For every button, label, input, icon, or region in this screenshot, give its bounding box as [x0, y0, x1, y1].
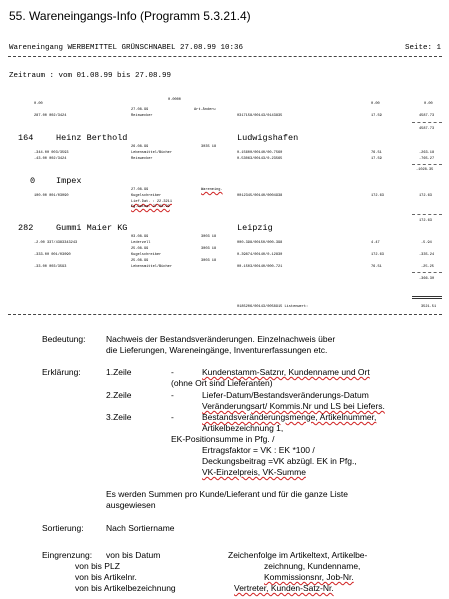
bedeutung-text: Nachweis der Bestandsveränderungen. Einzelnachweis über	[106, 334, 336, 344]
line-sum: -263.18	[419, 151, 435, 155]
block0-ref: 0317158/00143/0143835	[237, 114, 283, 118]
customer-name: Gummi Maier KG	[56, 223, 128, 233]
line2-cont: Veränderungsart/ Kommis.Nr und LS bei Liefers.	[202, 401, 385, 411]
header-divider	[8, 56, 442, 57]
line-price: 76.51	[371, 151, 382, 155]
eingrenzung-item: von bis Datum	[106, 550, 161, 560]
line3-label: 3.Zeile	[106, 412, 132, 422]
line-price: 76.51	[371, 265, 382, 269]
eingrenzung-text: Kommissionsnr, Job-Nr.	[264, 572, 354, 582]
block0-value: 0.0000	[168, 98, 181, 102]
block0-article: Reiswecker	[131, 114, 153, 118]
line-date: 03.08.99	[131, 235, 149, 239]
report-page-number: Seite: 1	[404, 44, 441, 52]
eingrenzung-item: von bis Artikelnr.	[75, 572, 137, 582]
block0-total: 4587.73	[419, 127, 435, 131]
line1-cont: (ohne Ort sind Lieferanten)	[171, 378, 273, 388]
customer-total: -1028.35	[416, 168, 434, 172]
line-article: Kugelschreiber	[131, 253, 162, 257]
line-qty: -43.00 002/3424	[34, 157, 67, 161]
line2-label: 2.Zeile	[106, 390, 132, 400]
line3-ertragsfaktor: Ertragsfaktor = VK : EK *100 /	[202, 445, 315, 455]
line-commission: 3003 18	[201, 235, 217, 239]
line-ref: 0-15600/00140/00-7560	[237, 151, 283, 155]
summen-text: Es werden Summen pro Kunde/Lieferant und für die ganze Liste	[106, 489, 348, 499]
line-ref: 000-398/00150/000-398	[237, 241, 283, 245]
summen-text: ausgewiesen	[106, 500, 156, 510]
line-price: 172.63	[371, 194, 384, 198]
line3-deckungsbeitrag: Deckungsbeitrag =VK abzügl. EK in Pfg.,	[202, 456, 357, 466]
line3-ek: EK-Positionsumme in Pfg. /	[171, 434, 275, 444]
line3-dash: -	[171, 412, 174, 422]
block0-sum: 4587.73	[419, 114, 435, 118]
sortierung-label: Sortierung:	[42, 523, 84, 533]
eingrenzung-item: von bis Artikelbezeichnung	[75, 583, 176, 593]
line-price: 172.63	[371, 253, 384, 257]
grand-total-value: 3521.51	[421, 305, 437, 309]
line-commission: 3035 18	[201, 145, 217, 149]
line-sum: -765.27	[419, 157, 435, 161]
block0-value: 0.00	[371, 102, 380, 106]
customer-total: 172.63	[419, 219, 432, 223]
customer-name: Heinz Berthold	[56, 133, 128, 143]
customer-total: -366.30	[419, 277, 435, 281]
block0-value: 0.00	[34, 102, 43, 106]
line-price: 17.59	[371, 157, 382, 161]
line-qty: -333.00 001/03090	[34, 253, 71, 257]
customer-city: Ludwigshafen	[237, 133, 299, 143]
line3-text: Bestandsveränderungsmenge, Artikelnummer,	[202, 412, 377, 422]
sortierung-value: Nach Sortiername	[106, 523, 175, 533]
line-article: Lebensmittel/Bücher	[131, 151, 172, 155]
line-sum: -25.25	[421, 265, 434, 269]
line-date: 25.08.99	[131, 259, 149, 263]
line-article: Kugelschreiber	[131, 194, 162, 198]
line-sum: -335.24	[419, 253, 435, 257]
block0-type: Art.Änderu	[194, 108, 216, 112]
line-date: 27.08.99	[131, 188, 149, 192]
eingrenzung-text: Vertreter, Kunden-Satz-Nr.	[234, 583, 334, 593]
report-period: Zeitraum : vom 01.08.99 bis 27.08.99	[9, 72, 172, 80]
line-article: Lederzell	[131, 241, 151, 245]
line3-vk: VK-Einzelpreis, VK-Summe	[202, 467, 306, 477]
customer-city: Leipzig	[237, 223, 273, 233]
line-article: Lebensmittel/Bücher	[131, 265, 172, 269]
eingrenzung-text: Zeichenfolge im Artikeltext, Artikelbe-	[228, 550, 368, 560]
customer-number: 164	[18, 133, 34, 143]
block0-price: 17.59	[371, 114, 382, 118]
line-ref: 00-1503/00140/000-721	[237, 265, 283, 269]
line-ref: 0012345/00140/0004938	[237, 194, 283, 198]
block0-qty: 287.00 002/3424	[34, 114, 67, 118]
line-qty: -344.00 003/3593	[34, 151, 69, 155]
line-ref: 0-53063/00143/0-23565	[237, 157, 283, 161]
line-date: 25.08.99	[131, 247, 149, 251]
subtotal-line	[412, 164, 442, 165]
subtotal-line	[412, 272, 442, 273]
bedeutung-label: Bedeutung:	[42, 334, 86, 344]
page-title: 55. Wareneingangs-Info (Programm 5.3.21.4)	[9, 9, 251, 23]
grand-total-line	[412, 296, 442, 299]
customer-number: 0	[30, 176, 36, 186]
line-sum: -5.94	[421, 241, 432, 245]
subtotal-line	[412, 122, 442, 123]
line-qty: 100.00 001/03090	[34, 194, 69, 198]
line-type: Wareneing.	[201, 188, 223, 192]
eingrenzung-label: Eingrenzung:	[42, 550, 93, 560]
line-qty: -2.00 337/4383343243	[34, 241, 78, 245]
erklaerung-label: Erklärung:	[42, 367, 81, 377]
block0-value: 0.00	[424, 102, 433, 106]
bedeutung-text: die Lieferungen, Wareneingänge, Inventurerfassungen etc.	[106, 345, 328, 355]
eingrenzung-text: zeichnung, Kundenname,	[264, 561, 361, 571]
line1-label: 1.Zeile	[106, 367, 132, 377]
eingrenzung-item: von bis PLZ	[75, 561, 120, 571]
line-date: 26.08.99	[131, 145, 149, 149]
line-ref: 0-39874/00140/0-12830	[237, 253, 283, 257]
line2-text: Liefer-Datum/Bestandsveränderungs-Datum	[202, 390, 369, 400]
line1-dash: -	[171, 367, 174, 377]
line-commission: 3003 18	[201, 247, 217, 251]
line-price: 4.47	[371, 241, 380, 245]
subtotal-line	[412, 214, 442, 215]
line3-cont: Artikelbezeichnung 1,	[202, 423, 284, 433]
report-title: Wareneingang WERBEMITTEL GRÜNSCHNABEL 27.08.99 10:36	[9, 44, 244, 52]
line2-dash: -	[171, 390, 174, 400]
customer-number: 282	[18, 223, 34, 233]
line-delivery-date: Lief.Dat. : 22.3211	[131, 200, 172, 204]
block0-date: 27.08.99	[131, 108, 149, 112]
line-qty: -33.00 003/3593	[34, 265, 67, 269]
line-article: Reiswecker	[131, 157, 153, 161]
line-sum: 172.63	[419, 194, 432, 198]
grand-total-label: 0185206/00143/0058915 Listenwert:	[237, 305, 309, 309]
line-commission: 3003 18	[201, 259, 217, 263]
line-receipt-date: Eg.Datum: 27.08.99	[131, 205, 170, 209]
customer-name: Impex	[56, 176, 82, 186]
footer-divider	[8, 314, 442, 315]
line1-text: Kundenstamm-Satznr, Kundenname und Ort	[202, 367, 370, 377]
